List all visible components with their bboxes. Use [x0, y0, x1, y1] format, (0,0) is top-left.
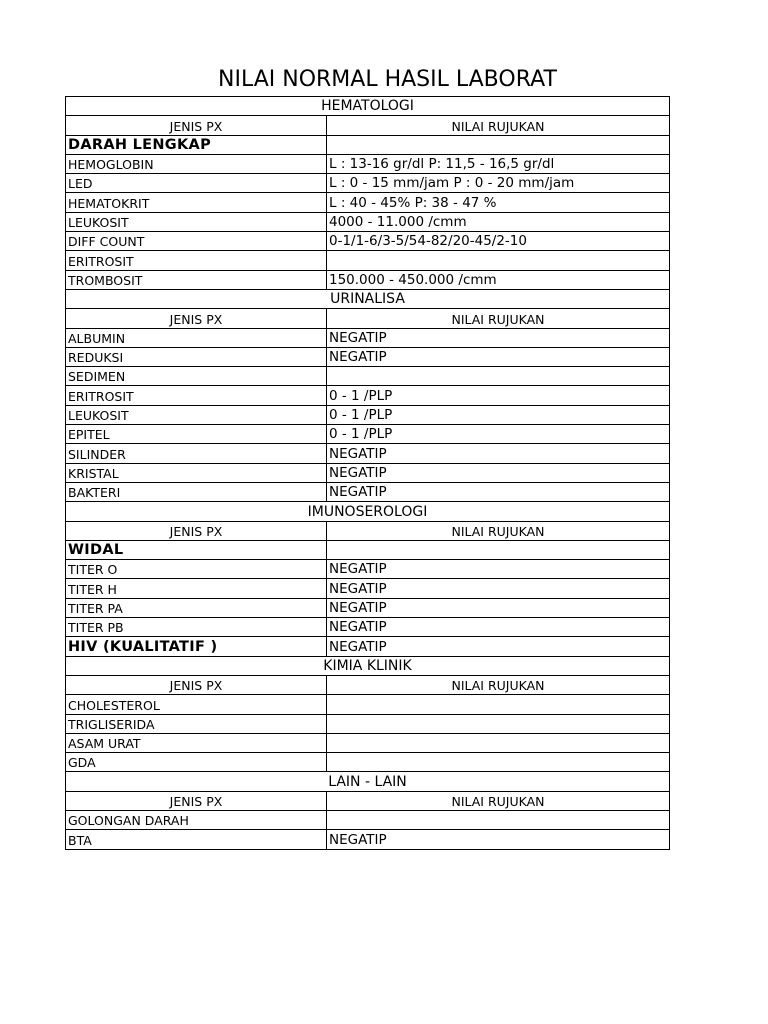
table-row: [66, 386, 670, 405]
table-row: [66, 193, 670, 212]
table-row: [66, 174, 670, 193]
section-heading: URINALISA: [66, 289, 670, 308]
reference-value: NEGATIP: [327, 347, 670, 366]
test-name: LED: [66, 174, 327, 193]
test-name: HEMOGLOBIN: [66, 154, 327, 173]
section-heading: IMUNOSEROLOGI: [66, 502, 670, 521]
section-heading-row-lain-lain: [66, 772, 670, 791]
reference-value: NEGATIP: [327, 830, 670, 849]
reference-value: NEGATIP: [327, 579, 670, 598]
test-name: KRISTAL: [66, 463, 327, 482]
test-name: LEUKOSIT: [66, 405, 327, 424]
table-row: [66, 212, 670, 231]
test-name: EPITEL: [66, 425, 327, 444]
test-name: ASAM URAT: [66, 733, 327, 752]
table-row: [66, 328, 670, 347]
table-row: [66, 637, 670, 656]
reference-value: 4000 - 11.000 /cmm: [327, 212, 670, 231]
table-row: [66, 695, 670, 714]
reference-value: 0 - 1 /PLP: [327, 386, 670, 405]
test-name: LEUKOSIT: [66, 212, 327, 231]
table-row: [66, 830, 670, 849]
test-name: SILINDER: [66, 444, 327, 463]
reference-value: 0-1/1-6/3-5/54-82/20-45/2-10: [327, 232, 670, 251]
lab-values-table: [65, 96, 670, 850]
reference-value: [327, 810, 670, 829]
column-header-jenis-px: JENIS PX: [66, 791, 327, 810]
test-name: ERITROSIT: [66, 251, 327, 270]
test-name: ALBUMIN: [66, 328, 327, 347]
test-name: TROMBOSIT: [66, 270, 327, 289]
section-heading-row-urinalisa: [66, 289, 670, 308]
table-row: [66, 714, 670, 733]
reference-value: NEGATIP: [327, 328, 670, 347]
reference-value: NEGATIP: [327, 482, 670, 501]
reference-value: 0 - 1 /PLP: [327, 425, 670, 444]
table-row: [66, 347, 670, 366]
table-row: [66, 425, 670, 444]
test-name: BAKTERI: [66, 482, 327, 501]
lab-values-body: [66, 97, 670, 850]
test-name: CHOLESTEROL: [66, 695, 327, 714]
column-header-row: [66, 116, 670, 135]
column-header-jenis-px: JENIS PX: [66, 309, 327, 328]
reference-value: NEGATIP: [327, 637, 670, 656]
reference-value: L : 13-16 gr/dl P: 11,5 - 16,5 gr/dl: [327, 154, 670, 173]
table-row: [66, 232, 670, 251]
test-group-name: WIDAL: [66, 540, 327, 559]
reference-value: [327, 753, 670, 772]
reference-value: NEGATIP: [327, 463, 670, 482]
reference-value: [327, 695, 670, 714]
table-row: [66, 618, 670, 637]
section-heading-row-imunoserologi: [66, 502, 670, 521]
column-header-jenis-px: JENIS PX: [66, 675, 327, 694]
reference-value: NEGATIP: [327, 618, 670, 637]
reference-value: NEGATIP: [327, 560, 670, 579]
test-name: TITER H: [66, 579, 327, 598]
reference-value: [327, 714, 670, 733]
table-row: [66, 135, 670, 154]
table-row: [66, 367, 670, 386]
column-header-nilai-rujukan: NILAI RUJUKAN: [327, 521, 670, 540]
test-name: DIFF COUNT: [66, 232, 327, 251]
column-header-row: [66, 309, 670, 328]
column-header-nilai-rujukan: NILAI RUJUKAN: [327, 309, 670, 328]
test-name: TITER PB: [66, 618, 327, 637]
column-header-nilai-rujukan: NILAI RUJUKAN: [327, 116, 670, 135]
section-heading: HEMATOLOGI: [66, 97, 670, 116]
test-name: HEMATOKRIT: [66, 193, 327, 212]
column-header-row: [66, 675, 670, 694]
table-row: [66, 482, 670, 501]
reference-value: L : 40 - 45% P: 38 - 47 %: [327, 193, 670, 212]
reference-value: L : 0 - 15 mm/jam P : 0 - 20 mm/jam: [327, 174, 670, 193]
table-row: [66, 154, 670, 173]
table-row: [66, 270, 670, 289]
test-name: ERITROSIT: [66, 386, 327, 405]
test-name: GOLONGAN DARAH: [66, 810, 327, 829]
test-name: TRIGLISERIDA: [66, 714, 327, 733]
table-row: [66, 540, 670, 559]
test-name: GDA: [66, 753, 327, 772]
table-row: [66, 579, 670, 598]
section-heading-row-hematologi: [66, 97, 670, 116]
table-row: [66, 560, 670, 579]
table-row: [66, 810, 670, 829]
column-header-jenis-px: JENIS PX: [66, 116, 327, 135]
column-header-nilai-rujukan: NILAI RUJUKAN: [327, 791, 670, 810]
test-name: REDUKSI: [66, 347, 327, 366]
reference-value: [327, 367, 670, 386]
reference-value: [327, 733, 670, 752]
column-header-row: [66, 521, 670, 540]
column-header-row: [66, 791, 670, 810]
table-row: [66, 753, 670, 772]
table-row: [66, 444, 670, 463]
test-group-name: HIV (KUALITATIF ): [66, 637, 327, 656]
column-header-nilai-rujukan: NILAI RUJUKAN: [327, 675, 670, 694]
reference-value: [327, 135, 670, 154]
test-name: BTA: [66, 830, 327, 849]
reference-value: NEGATIP: [327, 598, 670, 617]
test-name: TITER O: [66, 560, 327, 579]
test-group-name: DARAH LENGKAP: [66, 135, 327, 154]
test-name: TITER PA: [66, 598, 327, 617]
reference-value: 0 - 1 /PLP: [327, 405, 670, 424]
table-row: [66, 733, 670, 752]
reference-value: [327, 540, 670, 559]
section-heading: KIMIA KLINIK: [66, 656, 670, 675]
table-row: [66, 251, 670, 270]
section-heading: LAIN - LAIN: [66, 772, 670, 791]
test-name: SEDIMEN: [66, 367, 327, 386]
reference-value: NEGATIP: [327, 444, 670, 463]
table-row: [66, 598, 670, 617]
table-row: [66, 463, 670, 482]
reference-value: 150.000 - 450.000 /cmm: [327, 270, 670, 289]
document-title: NILAI NORMAL HASIL LABORAT: [218, 67, 557, 92]
section-heading-row-kimia-klinik: [66, 656, 670, 675]
table-row: [66, 405, 670, 424]
reference-value: [327, 251, 670, 270]
column-header-jenis-px: JENIS PX: [66, 521, 327, 540]
